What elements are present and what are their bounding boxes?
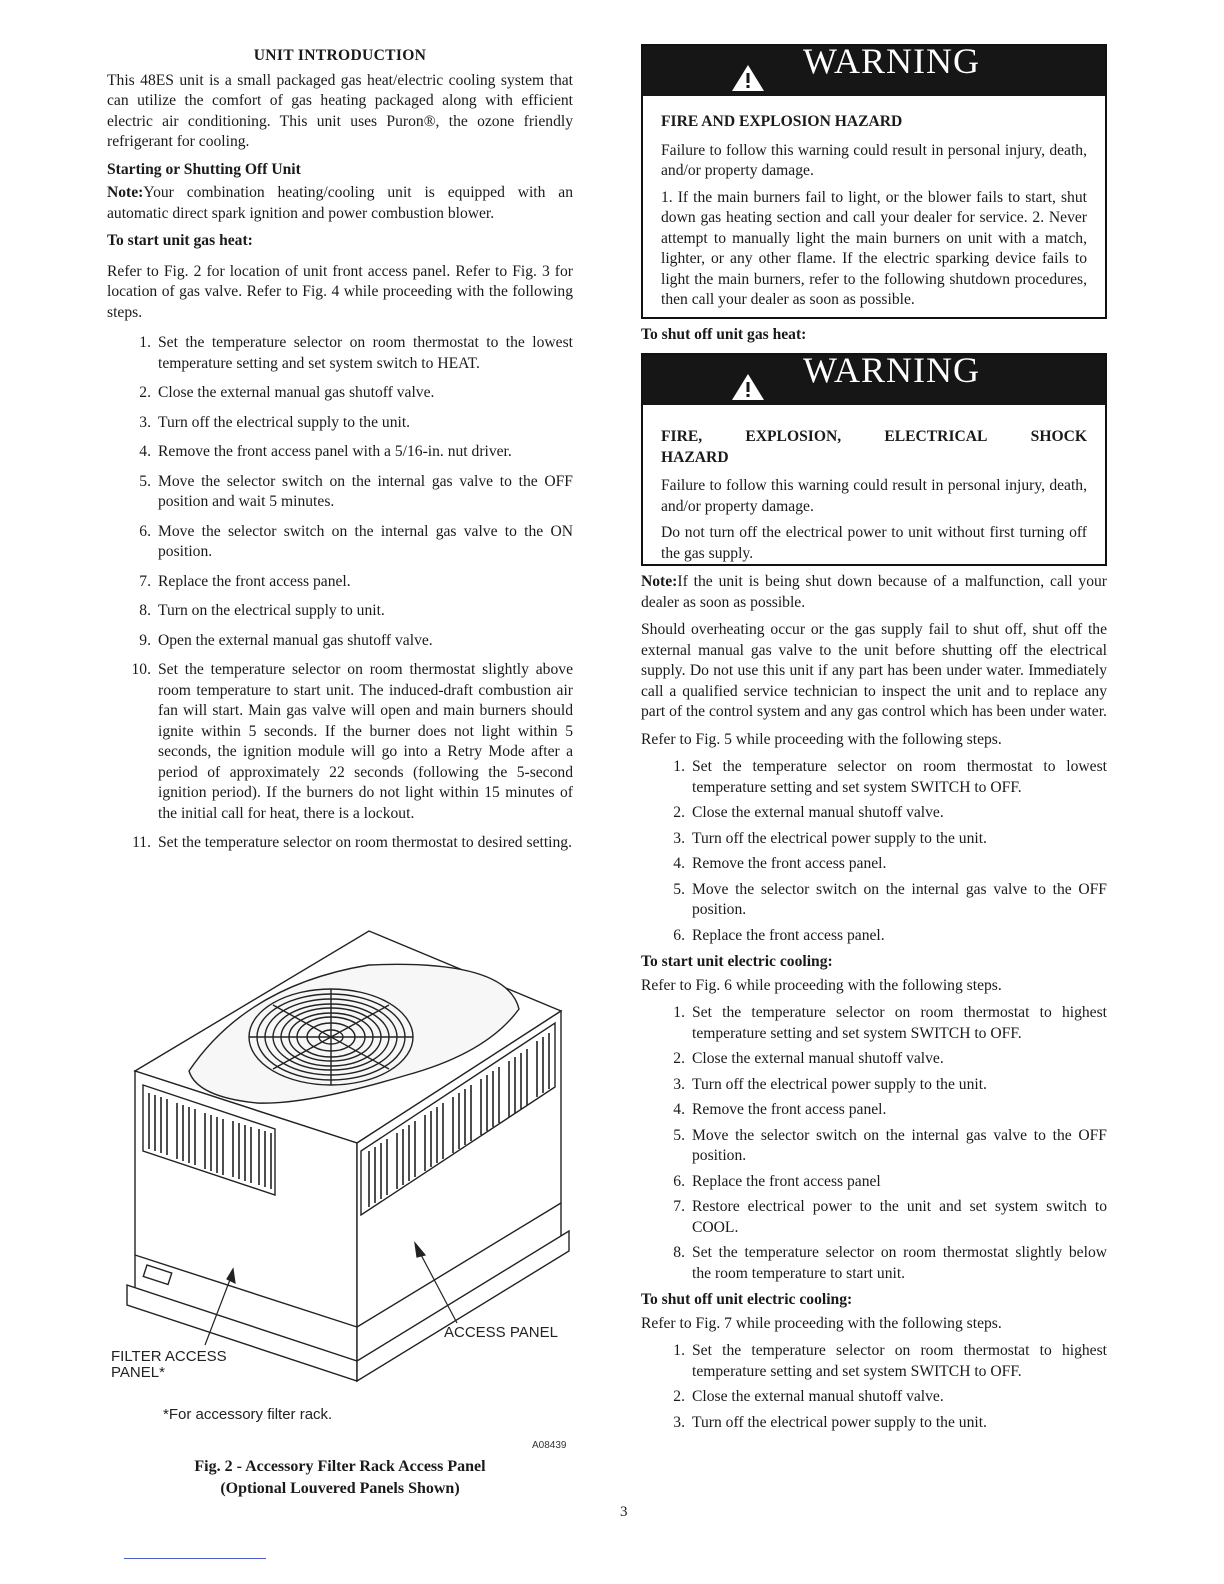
filter-access-label: FILTER ACCESS PANEL* xyxy=(111,1348,227,1381)
refer-fig7: Refer to Fig. 7 while proceeding with the following steps. xyxy=(641,1314,1002,1332)
refer-paragraph: Refer to Fig. 2 for location of unit front access panel. Refer to Fig. 3 for location of gas valve. Refer to Fig. 4 while proceeding with the following steps. xyxy=(107,262,573,321)
list-item: 3. Turn off the electrical power supply to the unit. xyxy=(673,1413,987,1431)
cooling-start-steps xyxy=(641,1003,1107,1284)
warning-text: 1. If the main burners fail to light, or the blower fails to start, shut down gas heating section and call your dealer for service. 2. Never attempt to manually light the main burners on unit with a match, lighter, or any other flame. If the electric sparking device fails to light the main burners, refer to the following shutdown procedures, then call your dealer as soon as possible. xyxy=(661,188,1087,308)
section-title: UNIT INTRODUCTION xyxy=(253,47,427,64)
left-column xyxy=(107,44,573,863)
starting-heading: Starting or Shutting Off Unit xyxy=(107,160,301,178)
list-item: 10. Set the temperature selector on room thermostat slightly above room temperature to start unit. The induced-draft combustion air fan will start. Main gas valve will open and main burners should ignite within 5 seconds. If the burner does not light within 5 seconds, the ignition module will go into a Retry Mode after a period of approximately 22 seconds (following the 5-second ignition period). If the burners do not light within 15 minutes of the initial call for heat, there is a lockout. xyxy=(131,661,573,822)
list-item: 4. Remove the front access panel with a 5/16-in. nut driver. xyxy=(139,443,512,460)
page-number: 3 xyxy=(620,1504,628,1520)
note-paragraph xyxy=(107,183,573,224)
overheat-paragraph: Should overheating occur or the gas supply fail to shut off, shut off the external manual gas valve to the unit before shutting off the electrical supply. Do not use this unit if any part has been under water. Immediately call a qualified service technician to inspect the unit and to replace any part of the control system and any gas control which has been under water. xyxy=(641,621,1107,720)
start-gas-heat-heading: To start unit gas heat: xyxy=(107,232,253,249)
list-item: 5. Move the selector switch on the internal gas valve to the OFF position and wait 5 minutes. xyxy=(139,472,573,510)
warning-box-electrical xyxy=(641,350,1107,566)
right-column xyxy=(641,41,1107,1438)
access-panel-label: ACCESS PANEL xyxy=(444,1324,558,1341)
warning-word: WARNING xyxy=(803,41,980,81)
list-item: 7. Replace the front access panel. xyxy=(139,572,351,590)
list-item: 2. Close the external manual gas shutoff valve. xyxy=(139,384,435,401)
shut-cooling-heading: To shut off unit electric cooling: xyxy=(641,1291,853,1308)
hazard-title: FIRE, EXPLOSION, ELECTRICAL SHOCK xyxy=(661,428,1087,445)
footer-rule xyxy=(124,1558,266,1559)
warning-text: Failure to follow this warning could result in personal injury, death, and/or property damage. xyxy=(661,141,1087,179)
refer-fig6: Refer to Fig. 6 while proceeding with the following steps. xyxy=(641,976,1002,994)
list-item: 2. Close the external manual shutoff valve. xyxy=(673,804,944,821)
list-item: 1. Set the temperature selector on room thermostat to the lowest temperature setting and set system switch to HEAT. xyxy=(139,334,573,372)
hazard-title: FIRE AND EXPLOSION HAZARD xyxy=(661,113,903,130)
hazard-title-line2: HAZARD xyxy=(661,448,729,466)
warning-box-fire-explosion xyxy=(641,41,1107,319)
list-item: 6. Move the selector switch on the internal gas valve to the ON position. xyxy=(139,522,573,560)
note-paragraph: Note:If the unit is being shut down because of a malfunction, call your dealer as soon as possible. xyxy=(641,573,1107,611)
list-item: 6. Replace the front access panel. xyxy=(673,926,885,944)
warning-triangle-icon xyxy=(731,373,765,401)
list-item: 3. Turn off the electrical supply to the unit. xyxy=(139,413,411,431)
warning-text: Do not turn off the electrical power to unit without first turning off the gas supply. xyxy=(661,524,1087,562)
refer-fig5: Refer to Fig. 5 while proceeding with the following steps. xyxy=(641,730,1002,748)
figure-caption: Fig. 2 - Accessory Filter Rack Access Panel (Optional Louvered Panels Shown) xyxy=(194,1458,486,1497)
gas-heat-start-steps xyxy=(107,333,573,854)
list-item: 3. Turn off the electrical power supply to the unit. xyxy=(673,1075,987,1093)
figure-footnote: *For accessory filter rack. xyxy=(163,1406,333,1423)
list-item: 5. Move the selector switch on the internal gas valve to the OFF position. xyxy=(673,880,1107,918)
list-item: 1. Set the temperature selector on room thermostat to highest temperature setting and set system SWITCH to OFF. xyxy=(673,1342,1107,1380)
list-item: 2. Close the external manual shutoff valve. xyxy=(673,1388,944,1405)
list-item: 4. Remove the front access panel. xyxy=(673,855,887,872)
note-text: Your combination heating/cooling unit is equipped with an automatic direct spark ignition and power combustion blower. xyxy=(107,184,573,222)
figure-id: A08439 xyxy=(532,1440,567,1451)
list-item: 8. Set the temperature selector on room thermostat slightly below the room temperature to start unit. xyxy=(673,1244,1107,1282)
list-item: 1. Set the temperature selector on room thermostat to lowest temperature setting and set system SWITCH to OFF. xyxy=(673,758,1107,796)
list-item: 8. Turn on the electrical supply to unit. xyxy=(139,602,385,619)
list-item: 9. Open the external manual gas shutoff valve. xyxy=(139,631,433,649)
warning-header xyxy=(643,41,1105,96)
list-item: 5. Move the selector switch on the internal gas valve to the OFF position. xyxy=(673,1126,1107,1164)
list-item: 7. Restore electrical power to the unit and set system switch to COOL. xyxy=(673,1198,1107,1236)
cooling-shutoff-steps xyxy=(641,1341,1107,1433)
warning-header xyxy=(643,350,1105,405)
list-item: 4. Remove the front access panel. xyxy=(673,1101,887,1118)
list-item: 11. Set the temperature selector on room thermostat to desired setting. xyxy=(132,834,572,851)
start-cooling-heading: To start unit electric cooling: xyxy=(641,953,833,970)
list-item: 6. Replace the front access panel xyxy=(673,1172,881,1190)
list-item: 1. Set the temperature selector on room thermostat to highest temperature setting and set system SWITCH to OFF. xyxy=(673,1004,1107,1042)
list-item: 2. Close the external manual shutoff valve. xyxy=(673,1050,944,1067)
shut-gas-heat-heading: To shut off unit gas heat: xyxy=(641,325,807,343)
list-item: 3. Turn off the electrical power supply to the unit. xyxy=(673,829,987,847)
note-label: Note: xyxy=(107,184,144,201)
warning-text: Failure to follow this warning could result in personal injury, death, and/or property damage. xyxy=(661,477,1087,515)
unit-figure xyxy=(107,925,573,1451)
warning-word: WARNING xyxy=(803,350,980,390)
warning-triangle-icon xyxy=(731,64,765,92)
intro-paragraph: This 48ES unit is a small packaged gas heat/electric cooling system that can utilize the comfort of gas heating packaged along with efficient electric air conditioning. This unit uses Puron®, the ozone friendly refrigerant for cooling. xyxy=(107,71,573,150)
gas-heat-shutoff-steps xyxy=(641,757,1107,946)
